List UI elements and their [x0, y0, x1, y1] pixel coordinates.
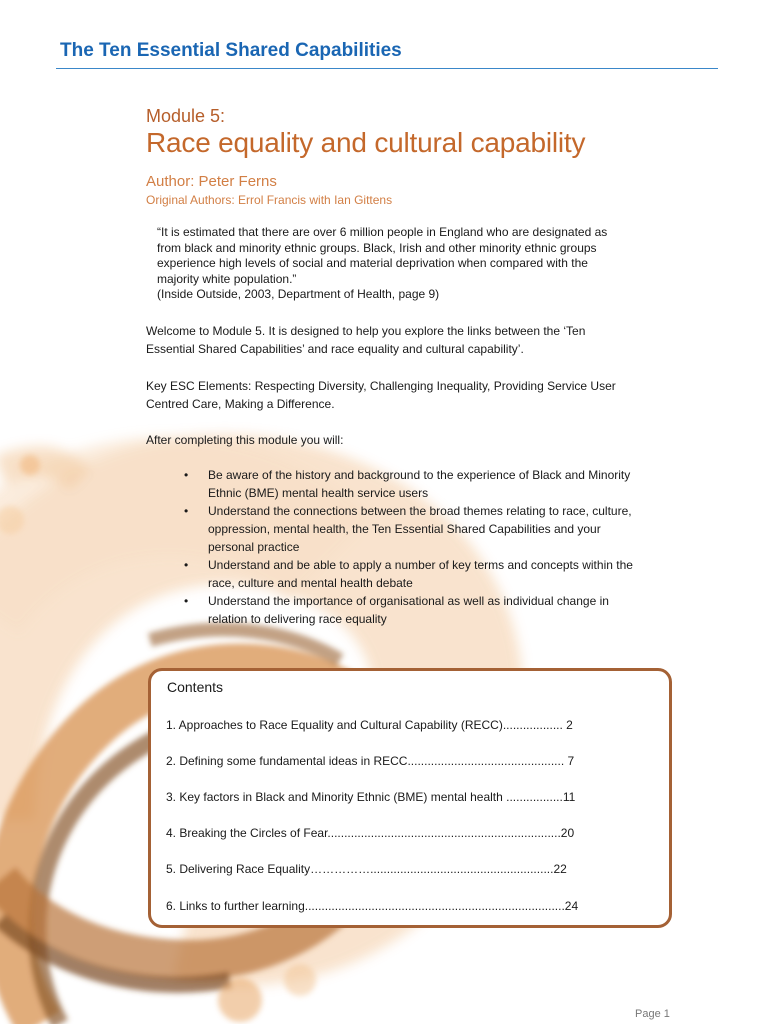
quote-line: “It is estimated that there are over 6 million people in England who are designated as: [157, 225, 608, 239]
list-item: [180, 466, 680, 502]
quote-line: from black and minority ethnic groups. Black, Irish and other minority ethnic groups: [157, 240, 597, 255]
welcome-line: Essential Shared Capabilities’ and race equality and cultural capability’.: [146, 342, 524, 356]
toc-item-definitions[interactable]: 2. Defining some fundamental ideas in RECC............................................... 7: [166, 754, 575, 768]
key-elements-line: Centred Care, Making a Difference.: [146, 397, 335, 411]
bullet-icon: •: [184, 558, 189, 572]
bullet-icon: •: [184, 468, 189, 482]
bullet-icon: •: [184, 504, 189, 518]
contents-title: Contents: [167, 679, 224, 695]
key-elements-line: Key ESC Elements: Respecting Diversity, Challenging Inequality, Providing Service User: [146, 379, 616, 393]
welcome-paragraph: [146, 322, 676, 358]
list-item-line: race, culture and mental health debate: [208, 576, 413, 590]
author-line: Author: Peter Ferns: [146, 173, 277, 190]
list-item-line: Ethnic (BME) mental health service users: [208, 486, 429, 500]
list-item: [180, 556, 680, 592]
quote-line: majority white population.”: [157, 271, 297, 286]
list-item-line: Understand the importance of organisational as well as individual change in: [208, 594, 609, 608]
list-item: [180, 592, 680, 628]
toc-item-further-learning[interactable]: 6. Links to further learning..............................................................................24: [166, 899, 579, 913]
contents-box: [148, 668, 672, 928]
list-item-line: oppression, mental health, the Ten Essential Shared Capabilities and your: [208, 522, 601, 536]
learning-outcomes-list: [180, 466, 680, 628]
page-number: Page 1: [635, 1008, 670, 1020]
original-authors-line: Original Authors: Errol Francis with Ian Gittens: [146, 193, 393, 207]
header-title: The Ten Essential Shared Capabilities: [60, 40, 402, 61]
module-label: Module 5:: [146, 106, 226, 126]
list-item: [180, 502, 680, 556]
toc-item-key-factors[interactable]: 3. Key factors in Black and Minority Ethnic (BME) mental health .................11: [166, 790, 576, 804]
bullet-icon: •: [184, 594, 189, 608]
quote-line: experience high levels of social and material deprivation when compared with the: [157, 256, 588, 270]
toc-item-delivering[interactable]: 5. Delivering Race Equality…………….......................................................22: [166, 862, 567, 876]
list-item-line: Be aware of the history and background to the experience of Black and Minority: [208, 468, 631, 482]
list-item-line: relation to delivering race equality: [208, 612, 387, 626]
welcome-line: Welcome to Module 5. It is designed to help you explore the links between the ‘Ten: [146, 324, 586, 338]
module-title: Race equality and cultural capability: [146, 127, 586, 158]
quote-citation: (Inside Outside, 2003, Department of Health, page 9): [157, 287, 440, 301]
list-item-line: personal practice: [208, 540, 300, 554]
toc-item-approaches[interactable]: 1. Approaches to Race Equality and Cultural Capability (RECC).................. 2: [166, 718, 573, 732]
header-divider: [56, 68, 718, 69]
list-item-line: Understand the connections between the broad themes relating to race, culture,: [208, 504, 632, 518]
key-elements-paragraph: [146, 377, 676, 413]
after-completing-text: After completing this module you will:: [146, 433, 344, 447]
list-item-line: Understand and be able to apply a number of key terms and concepts within the: [208, 558, 633, 572]
toc-item-circles-of-fear[interactable]: 4. Breaking the Circles of Fear......................................................................20: [166, 826, 575, 840]
quote-block: [157, 225, 657, 303]
